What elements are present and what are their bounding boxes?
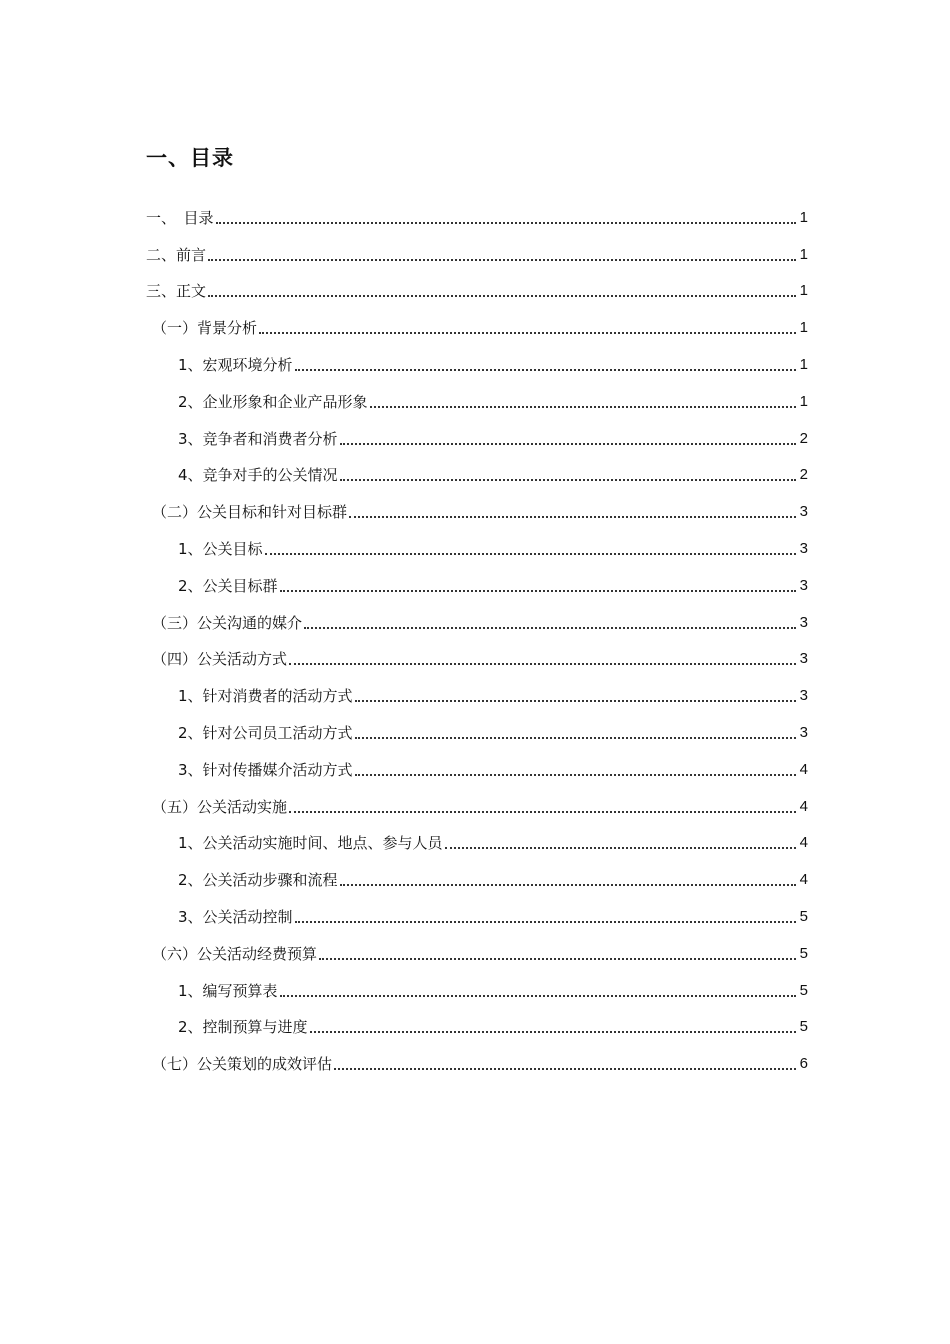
toc-dot-leader (265, 553, 796, 555)
table-of-contents (146, 198, 808, 1081)
toc-entry-page-number: 5 (799, 981, 808, 999)
toc-entry-label: 2、公关目标群 (178, 576, 278, 595)
toc-entry-page-number: 3 (799, 613, 808, 631)
toc-entry-label: 1、公关目标 (178, 539, 263, 558)
toc-entry-label: 1、编写预算表 (178, 981, 278, 1000)
toc-entry[interactable] (146, 529, 808, 566)
toc-entry-page-number: 3 (799, 576, 808, 594)
toc-entry[interactable] (146, 750, 808, 787)
toc-entry-page-number: 1 (799, 392, 808, 410)
toc-entry[interactable] (146, 860, 808, 897)
toc-entry[interactable] (146, 897, 808, 934)
toc-entry[interactable] (146, 1008, 808, 1045)
toc-entry[interactable] (146, 824, 808, 861)
toc-entry[interactable] (146, 1044, 808, 1081)
toc-entry-label: （二）公关目标和针对目标群 (152, 503, 348, 522)
toc-entry-label: 3、公关活动控制 (178, 907, 293, 926)
toc-entry-label: 4、竞争对手的公关情况 (178, 466, 338, 485)
toc-entry-page-number: 3 (799, 723, 808, 741)
toc-entry[interactable] (146, 566, 808, 603)
toc-entry-page-number: 2 (799, 466, 808, 484)
toc-dot-leader (280, 995, 796, 997)
toc-entry-page-number: 4 (799, 797, 808, 815)
toc-entry-label: （七）公关策划的成效评估 (152, 1055, 333, 1074)
toc-entry-label: （五）公关活动实施 (152, 797, 288, 816)
toc-entry[interactable] (146, 492, 808, 529)
toc-entry[interactable] (146, 713, 808, 750)
toc-entry-label: 1、公关活动实施时间、地点、参与人员 (178, 834, 443, 853)
toc-entry-page-number: 4 (799, 834, 808, 852)
toc-entry-label: 2、控制预算与进度 (178, 1018, 308, 1037)
toc-entry[interactable] (146, 787, 808, 824)
toc-entry-page-number: 3 (799, 650, 808, 668)
toc-entry-page-number: 1 (799, 208, 808, 226)
toc-dot-leader (304, 627, 796, 629)
toc-entry-label: 三、正文 (146, 282, 207, 301)
toc-dot-leader (295, 369, 796, 371)
toc-entry[interactable] (146, 603, 808, 640)
toc-entry-page-number: 1 (799, 245, 808, 263)
toc-entry-label: 2、针对公司员工活动方式 (178, 723, 353, 742)
toc-entry[interactable] (146, 308, 808, 345)
toc-heading: 一、目录 (146, 146, 234, 170)
toc-entry-label: 3、针对传播媒介活动方式 (178, 760, 353, 779)
toc-entry-page-number: 1 (799, 355, 808, 373)
toc-entry[interactable] (146, 198, 808, 235)
toc-dot-leader (370, 406, 796, 408)
toc-dot-leader (295, 921, 796, 923)
toc-entry[interactable] (146, 934, 808, 971)
toc-entry[interactable] (146, 419, 808, 456)
toc-entry-label: 1、宏观环境分析 (178, 355, 293, 374)
toc-dot-leader (208, 259, 796, 261)
toc-entry-page-number: 3 (799, 503, 808, 521)
toc-entry-label: 二、前言 (146, 245, 207, 264)
toc-entry-page-number: 6 (799, 1055, 808, 1073)
toc-entry[interactable] (146, 235, 808, 272)
toc-entry-label: 1、针对消费者的活动方式 (178, 687, 353, 706)
toc-entry-label: 一、 目录 (146, 208, 214, 227)
toc-dot-leader (289, 811, 796, 813)
toc-entry-page-number: 5 (799, 1018, 808, 1036)
toc-entry[interactable] (146, 456, 808, 493)
toc-entry-page-number: 5 (799, 907, 808, 925)
toc-entry[interactable] (146, 345, 808, 382)
toc-dot-leader (259, 332, 796, 334)
toc-dot-leader (310, 1031, 796, 1033)
toc-dot-leader (349, 516, 796, 518)
toc-dot-leader (355, 737, 796, 739)
toc-entry-page-number: 3 (799, 687, 808, 705)
toc-entry[interactable] (146, 382, 808, 419)
toc-entry-label: 2、企业形象和企业产品形象 (178, 392, 368, 411)
toc-dot-leader (208, 295, 796, 297)
toc-entry[interactable] (146, 272, 808, 309)
toc-entry-page-number: 5 (799, 944, 808, 962)
toc-dot-leader (340, 884, 796, 886)
toc-entry-label: （六）公关活动经费预算 (152, 944, 318, 963)
toc-dot-leader (340, 443, 796, 445)
toc-entry-label: （三）公关沟通的媒介 (152, 613, 303, 632)
toc-entry-page-number: 2 (799, 429, 808, 447)
toc-entry-page-number: 3 (799, 539, 808, 557)
toc-entry-page-number: 1 (799, 319, 808, 337)
toc-entry[interactable] (146, 971, 808, 1008)
toc-entry-page-number: 4 (799, 871, 808, 889)
toc-entry-label: （一）背景分析 (152, 319, 258, 338)
toc-entry[interactable] (146, 676, 808, 713)
toc-entry-page-number: 4 (799, 760, 808, 778)
toc-dot-leader (216, 222, 796, 224)
toc-dot-leader (319, 958, 796, 960)
toc-dot-leader (340, 479, 796, 481)
toc-entry-label: 3、竞争者和消费者分析 (178, 429, 338, 448)
toc-entry-label: 2、公关活动步骤和流程 (178, 871, 338, 890)
toc-dot-leader (289, 663, 796, 665)
toc-entry-label: （四）公关活动方式 (152, 650, 288, 669)
toc-entry[interactable] (146, 640, 808, 677)
toc-entry-page-number: 1 (799, 282, 808, 300)
toc-dot-leader (355, 774, 796, 776)
toc-dot-leader (445, 847, 796, 849)
toc-dot-leader (355, 700, 796, 702)
toc-dot-leader (334, 1068, 796, 1070)
toc-dot-leader (280, 590, 796, 592)
